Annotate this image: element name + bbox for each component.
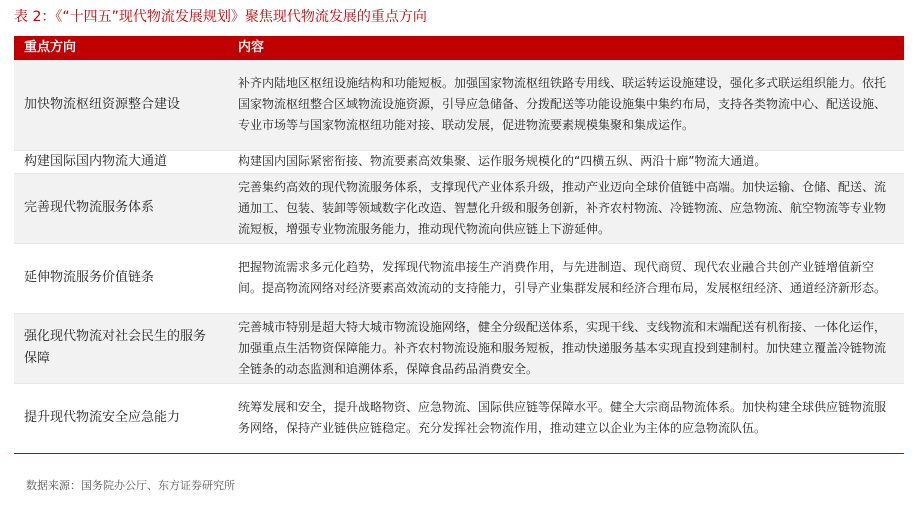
row-direction: 提升现代物流安全应急能力	[14, 383, 228, 453]
row-direction: 构建国际国内物流大通道	[14, 150, 228, 173]
row-direction: 延伸物流服务价值链条	[14, 243, 228, 313]
row-direction: 强化现代物流对社会民生的服务保障	[14, 313, 228, 383]
focus-directions-table	[14, 36, 904, 454]
header-direction: 重点方向	[24, 40, 77, 55]
row-content: 统筹发展和安全，提升战略物资、应急物流、国际供应链等保障水平。健全大宗商品物流体系。加快构建全球供应链物流服务网络，保持产业链供应链稳定。充分发挥社会物流作用，推动建立以企业为主体的应急物流队伍。	[228, 383, 904, 453]
table-row	[14, 243, 904, 313]
row-content: 构建国内国际紧密衔接、物流要素高效集聚、运作服务规模化的“四横五纵、两沿十廊”物流大通道。	[228, 150, 904, 173]
table-row	[14, 60, 904, 150]
table-row	[14, 383, 904, 453]
data-source-note: 数据来源：国务院办公厅、东方证券研究所	[26, 479, 235, 492]
table-row	[14, 173, 904, 243]
row-direction: 完善现代物流服务体系	[14, 173, 228, 243]
table-row	[14, 313, 904, 383]
header-content: 内容	[238, 40, 265, 55]
table-row	[14, 150, 904, 173]
table-title: 表 2：《“十四五”现代物流发展规划》聚焦现代物流发展的重点方向	[14, 9, 427, 25]
row-content: 完善城市特别是超大特大城市物流设施网络，健全分级配送体系，实现干线、支线物流和末端配送有机衔接、一体化运作，加强重点生活物资保障能力。补齐农村物流设施和服务短板，推动快递服务基本实现直投到建制村。加快建立覆盖冷链物流全链条的动态监测和追溯体系，保障食品药品消费安全。	[228, 313, 904, 383]
row-content: 完善集约高效的现代物流服务体系，支撑现代产业体系升级，推动产业迈向全球价值链中高端。加快运输、仓储、配送、流通加工、包装、装卸等领域数字化改造、智慧化升级和服务创新，补齐农村物流、冷链物流、应急物流、航空物流等专业物流短板，增强专业物流服务能力，推动现代物流向供应链上下游延伸。	[228, 173, 904, 243]
row-content: 把握物流需求多元化趋势，发挥现代物流串接生产消费作用，与先进制造、现代商贸、现代农业融合共创产业链增值新空间。提高物流网络对经济要素高效流动的支持能力，引导产业集群发展和经济合理布局，发展枢纽经济、通道经济新形态。	[228, 243, 904, 313]
row-content: 补齐内陆地区枢纽设施结构和功能短板。加强国家物流枢纽铁路专用线、联运转运设施建设，强化多式联运组织能力。依托国家物流枢纽整合区域物流设施资源，引导应急储备、分拨配送等功能设施集中集约布局，支持各类物流中心、配送设施、专业市场等与国家物流枢纽功能对接、联动发展，促进物流要素规模集聚和集成运作。	[228, 60, 904, 150]
row-direction: 加快物流枢纽资源整合建设	[14, 60, 228, 150]
table-header-row	[14, 36, 904, 60]
